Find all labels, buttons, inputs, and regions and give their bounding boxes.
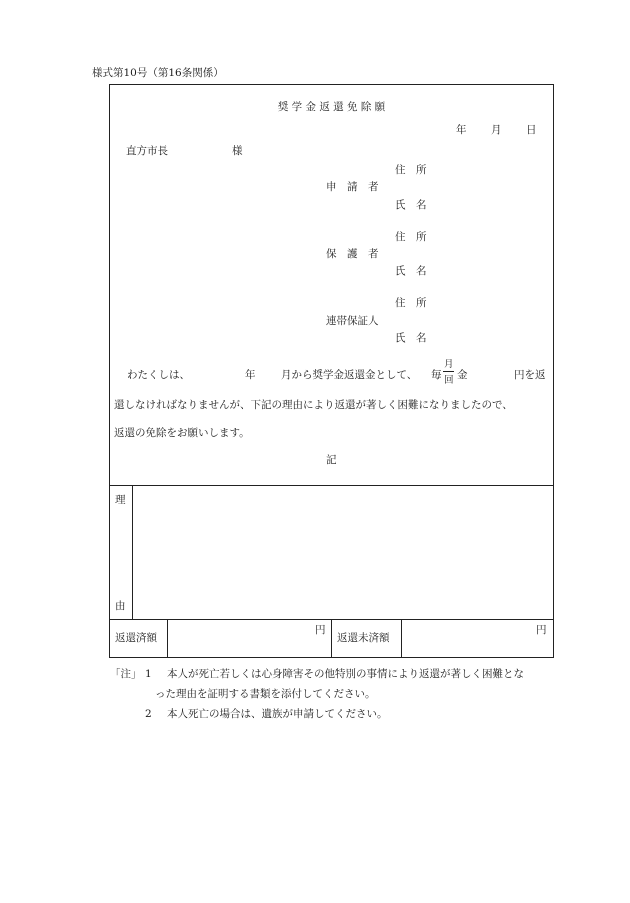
applicant-role-label: 申 請 者 bbox=[326, 181, 379, 193]
unpaid-unit: 円 bbox=[536, 624, 547, 636]
guardian-role-label: 保 護 者 bbox=[326, 248, 379, 260]
addressee-name: 直方市長 bbox=[126, 145, 168, 157]
guardian-name-label: 氏 名 bbox=[395, 265, 427, 277]
date-month-label: 月 bbox=[491, 124, 502, 136]
body-year-label: 年 bbox=[245, 369, 256, 381]
frac-month: 月 bbox=[444, 359, 454, 370]
note-1-line-2: った理由を証明する書類を添付してください。 bbox=[155, 688, 376, 700]
body-intro: わたくしは、 bbox=[127, 369, 190, 381]
body-each: 毎 bbox=[431, 369, 442, 381]
amount-divider-2 bbox=[331, 619, 332, 658]
notes-label: 「注」 bbox=[110, 668, 142, 680]
unpaid-amount-field[interactable] bbox=[402, 620, 553, 657]
guarantor-address-label: 住 所 bbox=[395, 297, 427, 309]
body-kin: 金 bbox=[457, 369, 468, 381]
note-1-line-1: 本人が死亡若しくは心身障害その他特別の事情により返還が著しく困難とな bbox=[167, 668, 524, 680]
note-2-number: 2 bbox=[145, 708, 152, 720]
reason-label-top: 理 bbox=[115, 494, 126, 506]
reason-label-bottom: 由 bbox=[115, 600, 126, 612]
body-line-2: 還しなければなりませんが、下記の理由により返還が著しく困難になりましたので、 bbox=[114, 399, 513, 411]
unpaid-amount-label: 返還未済額 bbox=[337, 632, 390, 644]
form-number: 様式第10号（第16条関係） bbox=[92, 67, 224, 79]
note-1-number: 1 bbox=[145, 668, 152, 680]
body-month-from: 月から奨学金返還金として、 bbox=[281, 369, 418, 381]
date-day-label: 日 bbox=[526, 124, 537, 136]
frac-times: 回 bbox=[444, 375, 454, 386]
body-line-3: 返還の免除をお願いします。 bbox=[114, 427, 250, 439]
ki-label: 記 bbox=[326, 454, 337, 466]
reason-field[interactable] bbox=[133, 486, 553, 618]
guarantor-role-label: 連帯保証人 bbox=[326, 315, 379, 327]
guardian-address-label: 住 所 bbox=[395, 231, 427, 243]
date-year-label: 年 bbox=[456, 124, 467, 136]
addressee-honorific: 様 bbox=[232, 145, 243, 157]
form-title: 奨 学 金 返 還 免 除 願 bbox=[277, 101, 386, 113]
paid-amount-field[interactable] bbox=[168, 620, 330, 657]
applicant-address-label: 住 所 bbox=[395, 164, 427, 176]
paid-amount-label: 返還済額 bbox=[115, 632, 157, 644]
applicant-name-label: 氏 名 bbox=[395, 199, 427, 211]
note-2-text: 本人死亡の場合は、遺族が申請してください。 bbox=[167, 708, 388, 720]
paid-unit: 円 bbox=[315, 624, 326, 636]
guarantor-name-label: 氏 名 bbox=[395, 332, 427, 344]
body-en-end: 円を返 bbox=[514, 369, 546, 381]
frac-bar bbox=[443, 371, 454, 372]
